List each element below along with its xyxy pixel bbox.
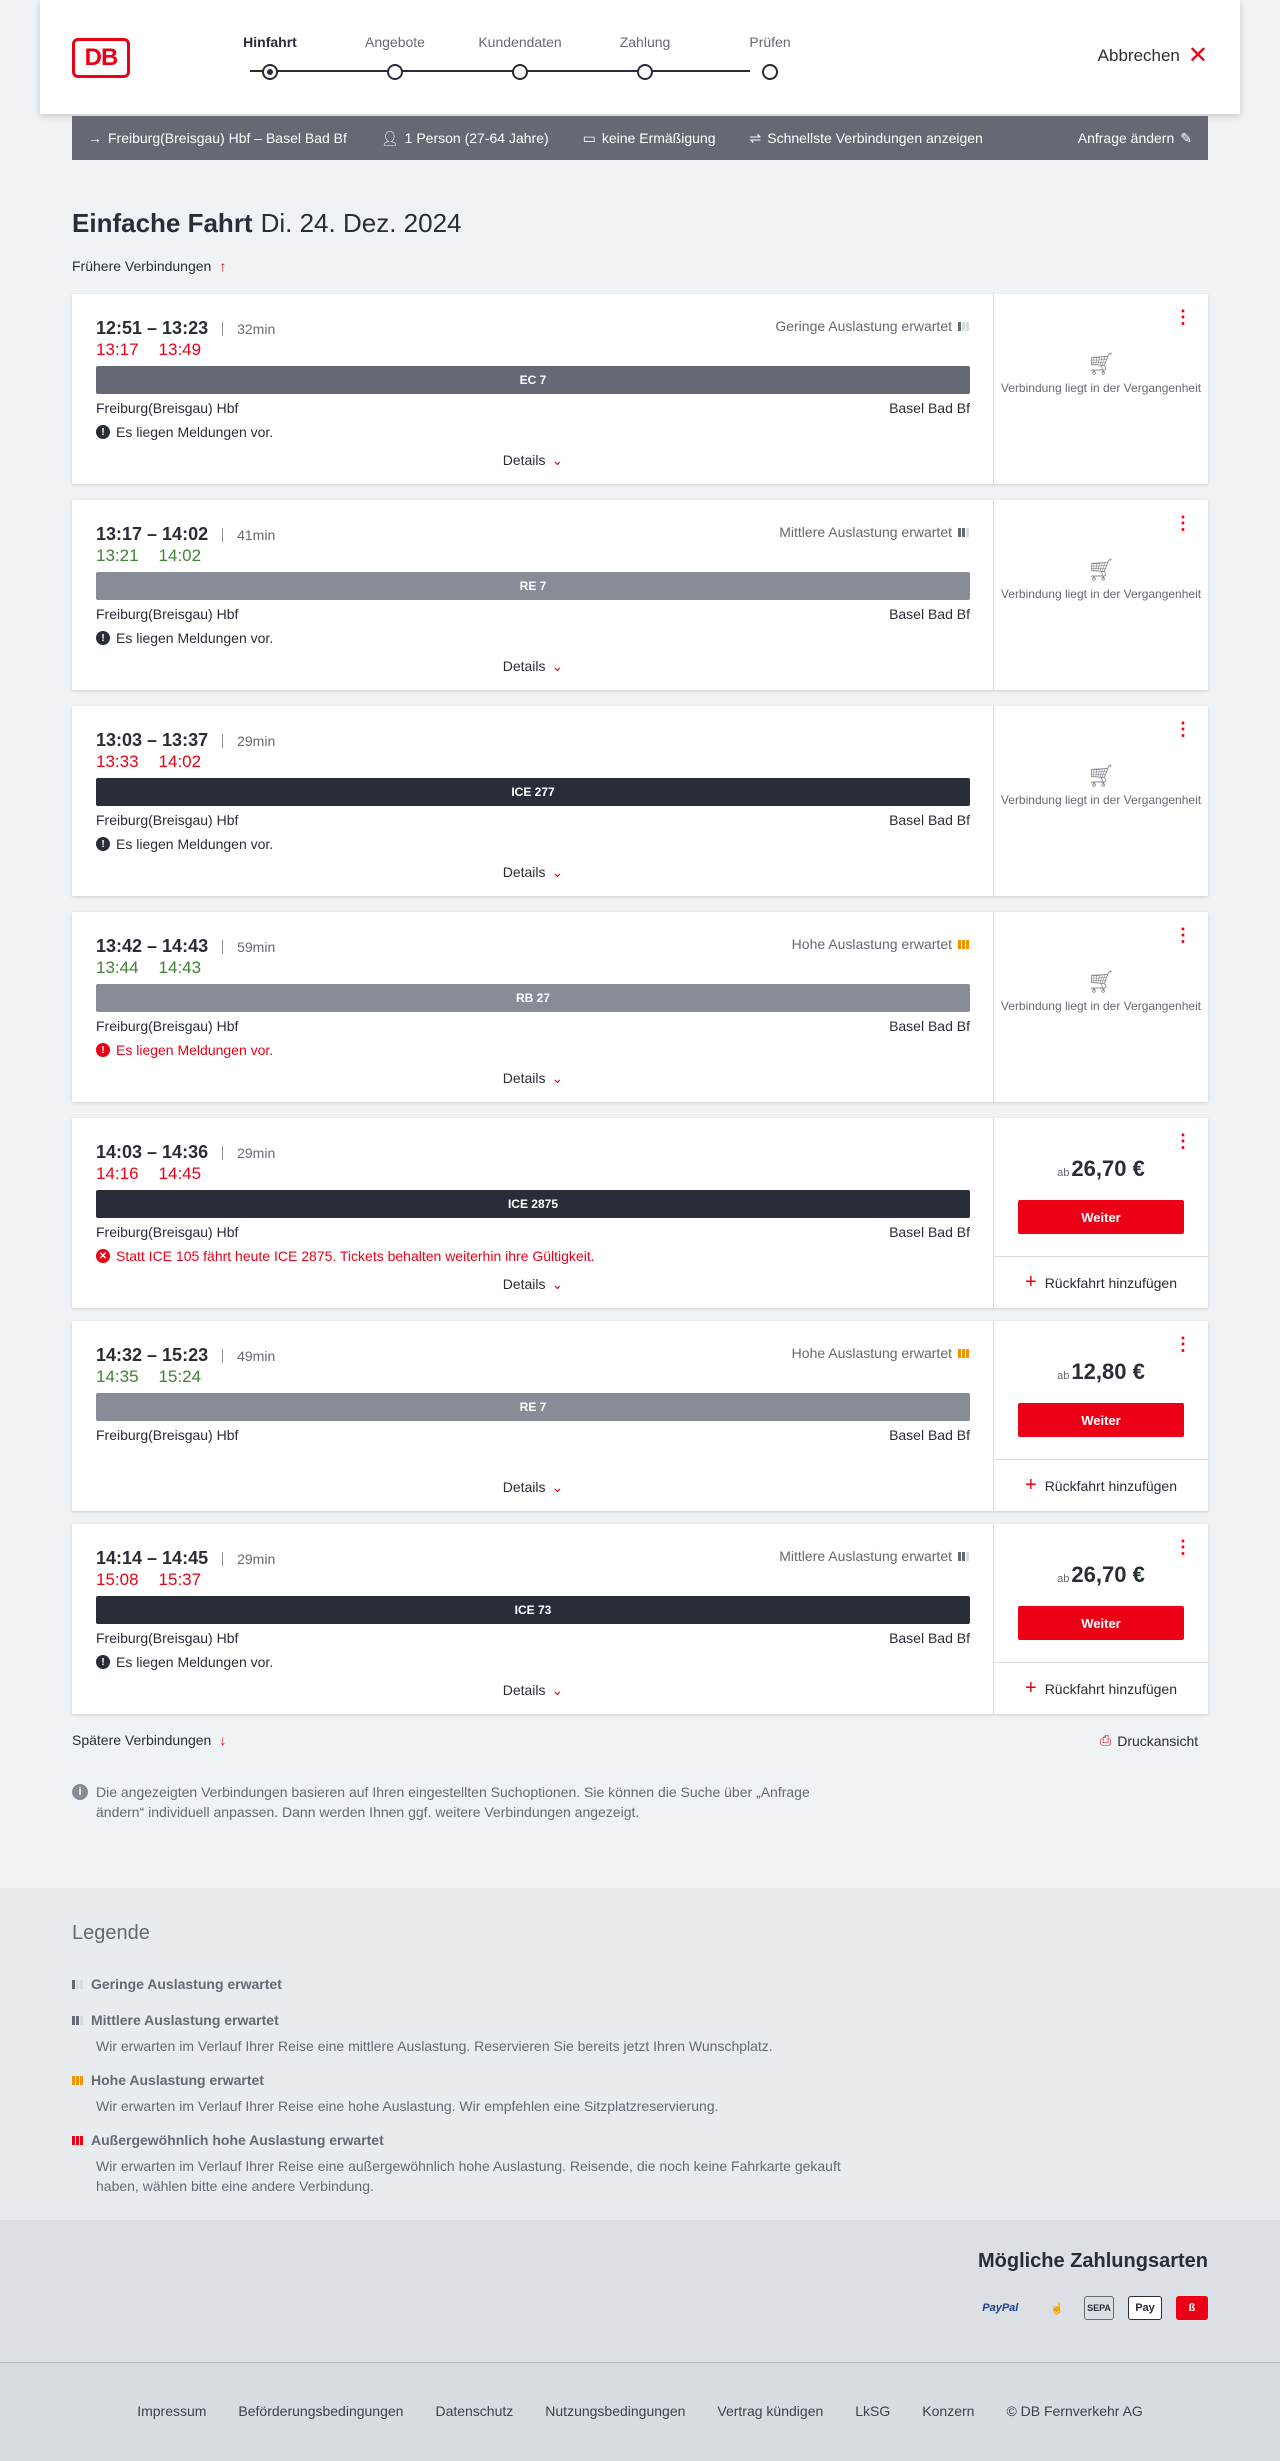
stations — [96, 606, 970, 622]
more-options-icon[interactable]: ⋮ — [1174, 719, 1192, 739]
add-return-button[interactable] — [994, 1662, 1208, 1714]
top-bar — [40, 0, 1240, 114]
occupancy-info — [775, 318, 969, 334]
route-text: Freiburg(Breisgau) Hbf – Basel Bad Bf — [108, 130, 347, 146]
train-bar[interactable]: RE 7 — [96, 572, 970, 600]
trip-date: Di. 24. Dez. 2024 — [260, 208, 462, 238]
connection-card[interactable] — [72, 706, 1208, 896]
very-high-occupancy-icon — [72, 2136, 83, 2145]
passenger-summary — [381, 130, 549, 147]
db-card-icon: ß — [1176, 2296, 1208, 2320]
occupancy-text: Geringe Auslastung erwartet — [775, 318, 952, 334]
pencil-icon: ✎ — [1180, 129, 1192, 146]
realtime-arrival: 15:24 — [158, 1367, 202, 1386]
origin-station: Freiburg(Breisgau) Hbf — [96, 400, 239, 416]
train-bar[interactable]: EC 7 — [96, 366, 970, 394]
alert-icon: ! — [96, 837, 110, 851]
discount-summary — [583, 130, 716, 147]
destination-station: Basel Bad Bf — [889, 1224, 970, 1240]
realtime-departure: 13:17 — [96, 340, 139, 359]
sepa-icon: SEPA — [1084, 2296, 1114, 2320]
earlier-label: Frühere Verbindungen — [72, 258, 212, 274]
stations — [96, 1224, 970, 1240]
realtime-times — [96, 340, 201, 360]
offer-panel — [994, 1524, 1208, 1714]
origin-station: Freiburg(Breisgau) Hbf — [96, 812, 239, 828]
destination-station: Basel Bad Bf — [889, 1427, 970, 1443]
train-bar[interactable]: ICE 2875 — [96, 1190, 970, 1218]
change-request-button[interactable] — [1078, 130, 1192, 147]
occupancy-info — [792, 1345, 969, 1361]
alert-icon: ! — [96, 1043, 110, 1057]
legend-item-title: Hohe Auslastung erwartet — [91, 2072, 264, 2088]
divider — [222, 1146, 223, 1160]
search-summary-bar — [72, 116, 1208, 160]
duration: 41min — [237, 526, 276, 543]
occupancy-icon — [958, 528, 969, 537]
page-title — [72, 208, 461, 239]
step-dot — [262, 64, 278, 80]
occupancy-text: Hohe Auslastung erwartet — [791, 936, 952, 952]
message-text: Es liegen Meldungen vor. — [116, 1654, 274, 1670]
occupancy-icon — [958, 322, 969, 331]
schedule-times — [96, 524, 275, 545]
details-toggle[interactable] — [72, 1276, 994, 1293]
footer-link[interactable]: Impressum — [137, 2403, 207, 2419]
change-request-label: Anfrage ändern — [1077, 130, 1175, 146]
hand-card-icon: ☝ — [1050, 2302, 1064, 2315]
realtime-departure: 15:08 — [96, 1570, 139, 1589]
step-label: Angebote — [365, 34, 425, 50]
price-value: 12,80 € — [1071, 1359, 1145, 1384]
step-dot — [387, 64, 403, 80]
past-connection-note — [994, 763, 1208, 808]
realtime-times — [96, 1570, 201, 1590]
schedule-times — [96, 730, 275, 751]
schedule-times — [96, 936, 275, 957]
connection-card[interactable] — [72, 1118, 1208, 1308]
price — [994, 1562, 1208, 1588]
legend-item-title: Geringe Auslastung erwartet — [91, 1976, 282, 1992]
continue-button[interactable]: Weiter — [1018, 1403, 1184, 1437]
later-label: Spätere Verbindungen — [72, 1732, 212, 1748]
apple-pay-icon: Pay — [1128, 2296, 1162, 2320]
message-text: Es liegen Meldungen vor. — [116, 424, 274, 440]
connection-card[interactable] — [72, 500, 1208, 690]
realtime-departure: 14:35 — [96, 1367, 139, 1386]
train-bar[interactable]: ICE 277 — [96, 778, 970, 806]
origin-station: Freiburg(Breisgau) Hbf — [96, 1630, 239, 1646]
details-toggle[interactable] — [72, 452, 994, 469]
footer-link[interactable]: © DB Fernverkehr AG — [1006, 2403, 1143, 2419]
cancel-label: Abbrechen — [1097, 46, 1180, 65]
planned-times: 14:14 – 14:45 — [96, 1548, 209, 1568]
destination-station: Basel Bad Bf — [889, 1018, 970, 1034]
step-label: Prüfen — [749, 34, 791, 50]
stations — [96, 1018, 970, 1034]
destination-station: Basel Bad Bf — [889, 1630, 970, 1646]
more-options-icon[interactable]: ⋮ — [1174, 513, 1192, 533]
plus-icon: + — [1025, 1474, 1037, 1496]
medium-occupancy-icon — [72, 2016, 83, 2025]
details-label: Details — [502, 1479, 546, 1495]
connection-card[interactable] — [72, 1321, 1208, 1511]
low-occupancy-icon — [72, 1980, 83, 1989]
footer-link[interactable]: Konzern — [922, 2403, 975, 2419]
cart-unavailable-icon: 🛒︎ — [1087, 351, 1115, 376]
details-toggle[interactable] — [72, 1070, 994, 1087]
alert-icon: ! — [96, 1655, 110, 1669]
price-value: 26,70 € — [1071, 1562, 1145, 1587]
footer-link[interactable]: Nutzungsbedingungen — [545, 2403, 686, 2419]
high-occupancy-icon — [72, 2076, 83, 2085]
offer-panel — [994, 1118, 1208, 1308]
continue-button[interactable]: Weiter — [1018, 1606, 1184, 1640]
price-prefix: ab — [1057, 1167, 1070, 1179]
option-text: Schnellste Verbindungen anzeigen — [767, 130, 983, 146]
info-icon: i — [72, 1784, 88, 1800]
connection-message — [96, 630, 273, 646]
connection-message — [96, 1248, 595, 1264]
past-connection-note — [994, 557, 1208, 602]
realtime-times — [96, 958, 201, 978]
legend-item-low — [72, 1976, 872, 1992]
duration: 29min — [237, 1144, 276, 1161]
step-pruefen — [710, 34, 830, 80]
legend-item-very-high — [72, 2132, 872, 2196]
realtime-departure: 13:44 — [96, 958, 139, 977]
paypal-icon: PayPal — [982, 2302, 1019, 2314]
realtime-arrival: 13:49 — [158, 340, 202, 359]
connection-details — [72, 706, 994, 896]
destination-station: Basel Bad Bf — [889, 400, 970, 416]
legend-title: Legende — [72, 1922, 150, 1944]
occupancy-info — [779, 524, 969, 540]
details-label: Details — [502, 1070, 546, 1086]
realtime-times — [96, 1367, 201, 1387]
offer-panel — [994, 706, 1208, 896]
legend-item-title: Außergewöhnlich hohe Auslastung erwartet — [91, 2132, 384, 2148]
origin-station: Freiburg(Breisgau) Hbf — [96, 606, 239, 622]
past-connection-text: Verbindung liegt in der Vergangenheit — [1000, 587, 1202, 601]
past-connection-text: Verbindung liegt in der Vergangenheit — [1000, 381, 1202, 395]
legend-item-desc: Wir erwarten im Verlauf Ihrer Reise eine hohe Auslastung. Wir empfehlen eine Sitzplatzreservierung. — [96, 2098, 719, 2114]
origin-station: Freiburg(Breisgau) Hbf — [96, 1018, 239, 1034]
connection-card[interactable] — [72, 1524, 1208, 1714]
occupancy-info — [792, 936, 969, 952]
planned-times: 14:32 – 15:23 — [96, 1345, 209, 1365]
chevron-down-icon: ⌄ — [551, 658, 564, 674]
details-label: Details — [502, 658, 546, 674]
add-return-label: Rückfahrt hinzufügen — [1044, 1477, 1177, 1494]
chevron-down-icon: ⌄ — [551, 1479, 564, 1495]
arrow-up-icon: ↑ — [219, 258, 227, 274]
schedule-times — [96, 318, 275, 339]
occupancy-text: Hohe Auslastung erwartet — [791, 1345, 952, 1361]
card-icon: ▭ — [582, 129, 596, 146]
occupancy-icon — [958, 1349, 969, 1358]
print-icon: ⎙ — [1100, 1732, 1112, 1748]
planned-times: 12:51 – 13:23 — [96, 318, 209, 338]
message-text: Es liegen Meldungen vor. — [116, 630, 274, 646]
price — [994, 1156, 1208, 1182]
legend-item-title: Mittlere Auslastung erwartet — [91, 2012, 279, 2028]
train-bar[interactable]: ICE 73 — [96, 1596, 970, 1624]
offer-panel — [994, 1321, 1208, 1511]
close-icon: ✕ — [1187, 42, 1208, 69]
message-text: Es liegen Meldungen vor. — [116, 836, 274, 852]
step-zahlung — [585, 34, 705, 80]
duration: 59min — [237, 938, 276, 955]
origin-station: Freiburg(Breisgau) Hbf — [96, 1224, 239, 1240]
more-options-icon[interactable]: ⋮ — [1174, 1131, 1192, 1151]
footer-link[interactable]: Datenschutz — [435, 2403, 514, 2419]
realtime-arrival: 14:45 — [158, 1164, 202, 1183]
more-options-icon[interactable]: ⋮ — [1174, 1334, 1192, 1354]
occupancy-text: Mittlere Auslastung erwartet — [779, 1548, 952, 1564]
legend-item-high — [72, 2072, 872, 2116]
stations — [96, 812, 970, 828]
more-options-icon[interactable]: ⋮ — [1174, 925, 1192, 945]
legend-item-medium — [72, 2012, 872, 2056]
offer-panel — [994, 500, 1208, 690]
realtime-arrival: 14:02 — [158, 752, 202, 771]
passenger-text: 1 Person (27-64 Jahre) — [404, 130, 549, 146]
add-return-button[interactable] — [994, 1256, 1208, 1308]
footer-link[interactable]: Vertrag kündigen — [717, 2403, 824, 2419]
legend-section — [0, 1888, 1280, 2220]
realtime-departure: 14:16 — [96, 1164, 139, 1183]
details-toggle[interactable] — [72, 658, 994, 675]
realtime-times — [96, 1164, 201, 1184]
chevron-down-icon: ⌄ — [551, 1276, 564, 1292]
info-note — [72, 1782, 852, 1822]
divider — [222, 734, 223, 748]
realtime-arrival: 14:02 — [158, 546, 202, 565]
occupancy-info — [779, 1548, 969, 1564]
step-label: Kundendaten — [478, 34, 562, 50]
schedule-times — [96, 1548, 275, 1569]
occupancy-icon — [958, 940, 969, 949]
divider — [222, 1552, 223, 1566]
past-connection-note — [994, 969, 1208, 1014]
details-label: Details — [502, 452, 546, 468]
trip-type: Einfache Fahrt — [72, 208, 253, 238]
footer-links — [0, 2403, 1280, 2419]
step-label: Hinfahrt — [243, 34, 297, 50]
earlier-connections-link[interactable] — [72, 258, 226, 274]
past-connection-text: Verbindung liegt in der Vergangenheit — [1000, 793, 1202, 807]
connection-details — [72, 1524, 994, 1714]
arrow-down-icon: ↓ — [219, 1732, 227, 1748]
legend-item-desc: Wir erwarten im Verlauf Ihrer Reise eine außergewöhnlich hohe Auslastung. Reisende, die noch keine Fahrkarte gekauft haben, wählen bitte eine andere Verbindung. — [96, 2158, 841, 2194]
realtime-arrival: 14:43 — [158, 958, 202, 977]
connection-message — [96, 1654, 273, 1670]
more-options-icon[interactable]: ⋮ — [1174, 307, 1192, 327]
schedule-times — [96, 1345, 275, 1366]
duration: 32min — [237, 320, 276, 337]
divider — [222, 528, 223, 542]
step-dot — [512, 64, 528, 80]
details-label: Details — [502, 1682, 546, 1698]
past-connection-text: Verbindung liegt in der Vergangenheit — [1000, 999, 1202, 1013]
step-label: Zahlung — [619, 34, 671, 50]
cart-unavailable-icon: 🛒︎ — [1087, 969, 1115, 994]
offer-panel — [994, 912, 1208, 1102]
offer-panel — [994, 294, 1208, 484]
step-hinfahrt — [210, 34, 330, 80]
print-label: Druckansicht — [1117, 1732, 1199, 1749]
occupancy-icon — [958, 1552, 969, 1561]
duration: 29min — [237, 1550, 276, 1567]
connection-message — [96, 836, 273, 852]
destination-station: Basel Bad Bf — [889, 812, 970, 828]
route-summary — [88, 130, 347, 146]
train-bar[interactable]: RB 27 — [96, 984, 970, 1012]
info-text: Die angezeigten Verbindungen basieren auf Ihren eingestellten Suchoptionen. Sie können die Suche über „Anfrage ändern“ individuell anpassen. Dann werden Ihnen ggf. weitere Verbindungen angezeigt. — [96, 1784, 810, 1820]
payment-icons — [970, 2296, 1208, 2320]
connection-details — [72, 1118, 994, 1308]
details-label: Details — [502, 1276, 546, 1292]
more-options-icon[interactable]: ⋮ — [1174, 1537, 1192, 1557]
details-toggle[interactable] — [72, 864, 994, 881]
cancel-button[interactable] — [1097, 42, 1208, 69]
chevron-down-icon: ⌄ — [551, 452, 564, 468]
details-toggle[interactable] — [72, 1479, 994, 1496]
alert-icon: ! — [96, 631, 110, 645]
footer — [0, 2362, 1280, 2461]
add-return-label: Rückfahrt hinzufügen — [1044, 1274, 1177, 1291]
chevron-down-icon: ⌄ — [551, 864, 564, 880]
realtime-times — [96, 546, 201, 566]
connection-details — [72, 500, 994, 690]
discount-text: keine Ermäßigung — [601, 130, 716, 146]
step-dot — [762, 64, 778, 80]
db-logo[interactable]: DB — [72, 38, 130, 78]
stations — [96, 400, 970, 416]
payment-title: Mögliche Zahlungsarten — [977, 2250, 1208, 2272]
arrow-right-icon: → — [88, 130, 102, 146]
legend-item-desc: Wir erwarten im Verlauf Ihrer Reise eine mittlere Auslastung. Reservieren Sie bereits jetzt Ihren Wunschplatz. — [96, 2038, 773, 2054]
duration: 49min — [237, 1347, 276, 1364]
realtime-arrival: 15:37 — [158, 1570, 202, 1589]
add-return-label: Rückfahrt hinzufügen — [1044, 1680, 1177, 1697]
stations — [96, 1427, 970, 1443]
message-text: Es liegen Meldungen vor. — [116, 1042, 274, 1058]
continue-button[interactable]: Weiter — [1018, 1200, 1184, 1234]
connection-details — [72, 1321, 994, 1511]
train-bar[interactable]: RE 7 — [96, 1393, 970, 1421]
connection-card[interactable] — [72, 294, 1208, 484]
planned-times: 13:42 – 14:43 — [96, 936, 209, 956]
chevron-down-icon: ⌄ — [551, 1070, 564, 1086]
booking-stepper — [210, 34, 791, 84]
chevron-down-icon: ⌄ — [551, 1682, 564, 1698]
destination-station: Basel Bad Bf — [889, 606, 970, 622]
add-return-button[interactable] — [994, 1459, 1208, 1511]
connection-details — [72, 294, 994, 484]
alert-icon: ! — [96, 425, 110, 439]
error-icon: ✕ — [96, 1249, 110, 1263]
footer-link[interactable]: LkSG — [855, 2403, 891, 2419]
person-icon: 👤︎ — [380, 129, 399, 146]
footer-link[interactable]: Beförderungsbedingungen — [238, 2403, 404, 2419]
message-text: Statt ICE 105 fährt heute ICE 2875. Tickets behalten weiterhin ihre Gültigkeit. — [116, 1248, 595, 1264]
step-kundendaten — [460, 34, 580, 80]
price-prefix: ab — [1057, 1573, 1070, 1585]
duration: 29min — [237, 732, 276, 749]
divider — [222, 322, 223, 336]
option-summary — [750, 130, 983, 147]
connection-card[interactable] — [72, 912, 1208, 1102]
plus-icon: + — [1025, 1677, 1037, 1699]
payment-methods-section — [0, 2220, 1280, 2362]
planned-times: 13:03 – 13:37 — [96, 730, 209, 750]
connection-message — [96, 1042, 273, 1058]
print-view-link[interactable] — [1100, 1732, 1198, 1749]
connection-message — [96, 424, 273, 440]
details-label: Details — [502, 864, 546, 880]
schedule-times — [96, 1142, 275, 1163]
plus-icon: + — [1025, 1271, 1037, 1293]
cart-unavailable-icon: 🛒︎ — [1087, 763, 1115, 788]
price-prefix: ab — [1057, 1370, 1070, 1382]
realtime-departure: 13:21 — [96, 546, 139, 565]
stations — [96, 1630, 970, 1646]
planned-times: 14:03 – 14:36 — [96, 1142, 209, 1162]
filter-icon: ⇌ — [749, 129, 762, 146]
past-connection-note — [994, 351, 1208, 396]
step-dot — [637, 64, 653, 80]
origin-station: Freiburg(Breisgau) Hbf — [96, 1427, 239, 1443]
planned-times: 13:17 – 14:02 — [96, 524, 209, 544]
realtime-times — [96, 752, 201, 772]
price-value: 26,70 € — [1071, 1156, 1145, 1181]
cart-unavailable-icon: 🛒︎ — [1087, 557, 1115, 582]
price — [994, 1359, 1208, 1385]
later-connections-link[interactable] — [72, 1732, 226, 1748]
details-toggle[interactable] — [72, 1682, 994, 1699]
step-angebote — [335, 34, 455, 80]
occupancy-text: Mittlere Auslastung erwartet — [779, 524, 952, 540]
realtime-departure: 13:33 — [96, 752, 139, 771]
divider — [222, 940, 223, 954]
connection-details — [72, 912, 994, 1102]
divider — [222, 1349, 223, 1363]
